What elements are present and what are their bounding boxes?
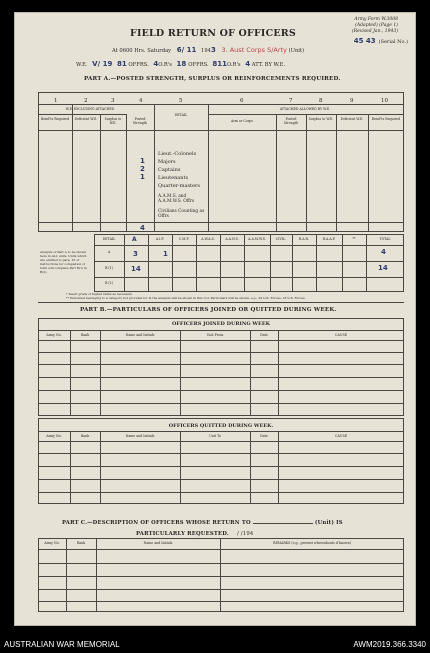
col-num-9: 9 <box>350 98 354 104</box>
serial-value: 45 43 <box>353 37 376 45</box>
row-b2-label: B (2) <box>105 281 113 285</box>
unit-label: (Unit) <box>288 48 305 54</box>
archive-footer <box>0 634 430 653</box>
footer-accession: AWM2019.366.3340 <box>353 640 426 649</box>
col-num-6: 6 <box>240 98 244 104</box>
at-text: At 0600 Hrs. Saturday <box>112 48 172 54</box>
posted-total: 4 <box>140 224 145 232</box>
rank-aams: A.A.M.S. and A.A.M.W.S. Offrs <box>158 194 195 204</box>
serial-number <box>354 37 408 45</box>
or-label: O.R's <box>158 62 172 68</box>
sub-h-3: Surplus to W.E. <box>104 117 122 125</box>
dh-awas: A.W.A.S. <box>201 237 215 241</box>
col-num-5: 5 <box>179 98 183 104</box>
dh-a: A <box>132 236 137 243</box>
rank-lieutenants: Lieutenants <box>158 175 189 181</box>
offrs2-value: 18 <box>176 60 187 68</box>
part-c-title-a: PART C.—DESCRIPTION OF OFFICERS WHOSE RETURN TO <box>62 520 251 526</box>
qh-cause: CAUSE <box>335 434 347 438</box>
part-a-title: PART A.—POSTED STRENGTH, SURPLUS OR REINFORCEMENTS REQUIRED. <box>84 76 341 82</box>
row-a-a: 3 <box>133 250 138 258</box>
rank-quartermasters: Quarter-masters <box>158 183 200 189</box>
dh-detail: DETAIL <box>102 237 116 241</box>
date-line <box>112 46 304 54</box>
row-b1-total: 14 <box>378 264 388 272</box>
ch-army-no: Army No. <box>44 541 60 545</box>
qh-rank: Rank <box>80 434 90 438</box>
attached-allowed-header: ATTACHED ALLOWED BY W.E. <box>279 107 331 111</box>
captains-value: 2 <box>140 165 145 173</box>
part-c-subtitle <box>136 531 254 537</box>
sub-h-1: Reinf'ts Required <box>40 117 70 121</box>
majors-value: 1 <box>140 157 145 165</box>
qh-date: Date <box>260 434 268 438</box>
detail-header: DETAIL <box>174 113 188 117</box>
qh-unit: Unit To <box>209 434 221 438</box>
ch-remarks: REMARKS (e.g., present whereabouts if known) <box>273 541 351 545</box>
sub-h-9: Reinf'ts Required <box>371 117 401 121</box>
footnote-2: ** Personnel belonging to a category not provided for in the analysis will be shown in this Col. Particulars will be shown, e.g., 29 U.K. Forces, 18 U.S. Forces. <box>66 296 306 300</box>
army-form-ref <box>352 17 398 35</box>
date-value: 6/ 11 <box>176 46 197 54</box>
att-value: 4 <box>245 60 251 68</box>
dh-civil: CIVIL. <box>275 237 287 241</box>
jh-name: Name and Initials <box>125 333 155 337</box>
jh-army-no: Army No. <box>46 333 62 337</box>
sub-h-7: Surplus to W.E. <box>308 117 334 121</box>
row-a-label: A <box>107 250 111 254</box>
row-b1-a: 14 <box>131 265 141 273</box>
dh-raaf: R.A.A.F. <box>322 237 336 241</box>
army-form-number: Army Form W.3008 <box>354 17 398 22</box>
we-excl-header: W.E. EXCLUDING ATTACHED <box>65 107 115 111</box>
year-prefix: 194 <box>201 48 211 54</box>
col-num-4: 4 <box>139 98 143 104</box>
ch-rank: Rank <box>76 541 86 545</box>
part-c-title-c: PARTICULARLY REQUESTED. <box>136 531 229 537</box>
col-num-10: 10 <box>381 98 388 104</box>
quitted-title: OFFICERS QUITTED DURING WEEK. <box>168 423 274 429</box>
we-offrs-value: 81 <box>116 60 127 68</box>
rank-lt-colonels: Lieut.-Colonels <box>158 151 197 157</box>
jh-date: Date <box>260 333 268 337</box>
jh-cause: CAUSE <box>335 333 347 337</box>
rank-civilians: Civilians Counting as Offrs <box>158 209 205 219</box>
col-num-8: 8 <box>319 98 323 104</box>
sub-h-2: Deficient W.E. <box>74 117 98 121</box>
dh-aans: A.A.N.S. <box>225 237 239 241</box>
serial-label: (Serial No.) <box>378 39 408 45</box>
offrs-label: OFFRS. <box>128 62 149 68</box>
sub-h-6: Posted Strength <box>283 117 299 125</box>
dh-total: TOTAL <box>379 237 391 241</box>
we-value: V/ 19 <box>92 60 113 68</box>
row-a-total: 4 <box>381 248 386 256</box>
or2-value: 811 <box>212 60 227 68</box>
row-b1-label: B (1) <box>105 266 113 270</box>
we-label: W.E. <box>76 62 88 68</box>
or2-label: O.R's <box>226 62 241 68</box>
sub-h-5: Arm or Corps <box>231 119 253 123</box>
dh-other: ** <box>352 237 356 241</box>
part-c-title-b: (Unit) IS <box>314 520 343 526</box>
ch-name: Name and Initials <box>143 541 173 545</box>
jh-unit: Unit From <box>206 333 224 337</box>
joined-title: OFFICERS JOINED DURING WEEK <box>172 321 270 327</box>
dh-aamws: A.A.M.W.S. <box>248 237 266 241</box>
we-line <box>76 60 285 68</box>
col-num-7: 7 <box>289 98 293 104</box>
sub-h-4: Posted Strength <box>132 117 148 125</box>
year-value: 3 <box>210 46 216 54</box>
footer-institution: AUSTRALIAN WAR MEMORIAL <box>4 640 120 649</box>
dh-aif: A.I.F. <box>155 237 165 241</box>
part-a-table <box>38 92 404 232</box>
offrs2-label: OFFRS. <box>188 62 209 68</box>
part-c-title <box>62 520 343 526</box>
dh-cmf: C.M.F. <box>178 237 190 241</box>
rank-majors: Majors <box>158 159 176 165</box>
dh-ran: R.A.N. <box>298 237 310 241</box>
or-value: 4 <box>153 60 159 68</box>
army-form-revised: (Revised Jan., 1943) <box>352 29 398 34</box>
rank-captains: Captains <box>158 167 181 173</box>
col-num-2: 2 <box>84 98 88 104</box>
lieutenants-value: 1 <box>140 173 145 181</box>
army-form-adapted: (Adapted) (Page 1) <box>355 23 398 28</box>
footnote-1: * Insert grade of higher ranks as necessary. <box>66 292 133 296</box>
col-num-3: 3 <box>111 98 115 104</box>
part-c-date: / /194 <box>236 531 254 537</box>
att-label: ATT. BY W.E. <box>251 62 286 68</box>
form-title: FIELD RETURN OF OFFICERS <box>130 28 296 39</box>
sub-h-8: Deficient W.E. <box>340 117 364 121</box>
jh-rank: Rank <box>80 333 90 337</box>
qh-name: Name and Initials <box>125 434 155 438</box>
unit-stamp: 3. Aust Corps S/Arty <box>221 46 287 54</box>
row-a-aif: 1 <box>163 250 168 258</box>
analysis-table <box>94 234 404 292</box>
qh-army-no: Army No. <box>46 434 62 438</box>
analysis-note: Analysis of Part A to be shown here in ALL units. Units which are entitled to para. 16 of instructions for completion of form will complete Part B(1) & B(2). <box>40 250 87 274</box>
part-b-title: PART B.—PARTICULARS OF OFFICERS JOINED OR QUITTED DURING WEEK. <box>80 307 337 313</box>
col-num-1: 1 <box>54 98 58 104</box>
